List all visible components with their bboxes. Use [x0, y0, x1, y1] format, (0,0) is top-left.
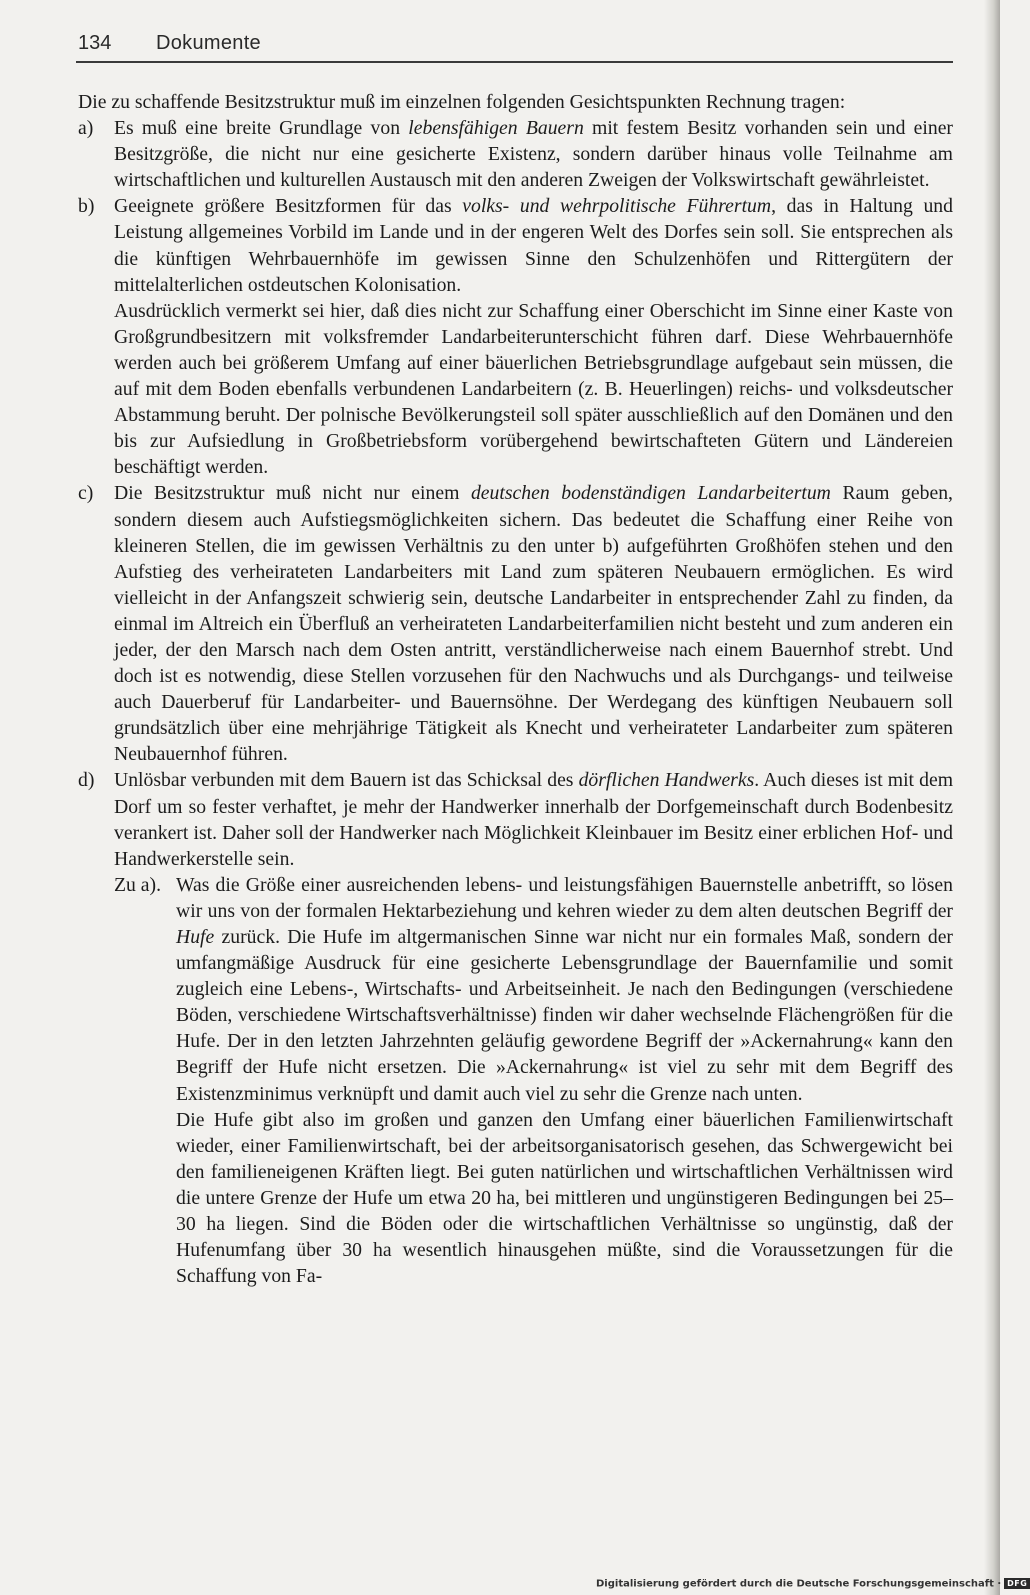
- page-number: 134: [78, 32, 112, 54]
- item-emphasis: dörflichen Handwerks: [578, 769, 755, 792]
- intro-paragraph: Die zu schaffende Besitzstruktur muß im einzelnen folgenden Gesichtspunkten Rechnung tragen:: [78, 91, 846, 113]
- digitization-credit: [596, 1578, 1030, 1590]
- item-emphasis: volks- und wehrpolitische Führertum: [462, 195, 772, 218]
- zu-a-marker: Zu a).: [114, 873, 162, 896]
- item-text: mit festem Besitz vorhanden sein und einer Besitzgröße, die nicht nur eine gesicherte Existenz, sondern darüber hinaus volle Teilnahme am wirtschaftlichen und kulturellen Austausch mit den anderen Zweigen der Volkswirtschaft gewährleistet.: [114, 117, 953, 192]
- item-text: , das in Haltung und Leistung allgemeines Vorbild im Lande und in der engeren Welt des Dorfes sein soll. Sie entsprechen als die künftigen Wehrbauernhöfe im gewissen Sinne den Schulzenhöfen und Rittergütern der mittelalterlichen ostdeutschen Kolonisation.: [114, 195, 953, 296]
- list-item-b: [78, 193, 953, 297]
- item-text: Unlösbar verbunden mit dem Bauern ist das Schicksal des: [114, 769, 579, 792]
- document-body: [78, 89, 953, 1289]
- item-text: . Auch dieses ist mit dem Dorf um so fester verhaftet, je mehr der Handwerker innerhalb der Dorfgemeinschaft durch Bodenbesitz verankert ist. Daher soll der Handwerker nach Möglichkeit Kleinbauer im Besitz einer erblichen Hof- und Handwerkerstelle sein.: [114, 769, 954, 870]
- item-emphasis: lebensfähigen Bauern: [408, 117, 584, 140]
- dfg-logo: DFG: [1004, 1578, 1030, 1589]
- item-text: Es muß eine breite Grundlage von: [114, 117, 409, 140]
- running-title: Dokumente: [156, 32, 261, 54]
- zu-a-text: Was die Größe einer ausreichenden lebens- und leistungsfähigen Bauernstelle anbetrifft, so lösen wir uns von der formalen Hektarbeziehung und kehren wieder zu dem alten deutschen Begriff der: [176, 873, 953, 922]
- item-marker: a): [78, 117, 94, 140]
- item-b-continuation: Ausdrücklich vermerkt sei hier, daß dies nicht zur Schaffung einer Oberschicht im Sinne einer Kaste von Großgrundbesitzern mit volksfremder Landarbeiterunterschicht führen darf. Diese Wehrbauernhöfe werden auch bei größerem Umfang auf einer bäuerlichen Betriebsgrundlage aufgebaut sein müssen, die auf mit dem Boden ebenfalls verbundenen Landarbeitern (z. B. Heuerlingen) reichs- und volksdeutscher Abstammung beruht. Der polnische Bevölkerungsteil soll später ausschließlich auf den Domänen und den bis zur Aufsiedlung in Großbetriebsform vorübergehend bewirtschafteten Gütern und Ländereien beschäftigt werden.: [114, 299, 953, 479]
- header-rule: [76, 61, 953, 63]
- zu-a-text: zurück. Die Hufe im altgermanischen Sinne war nicht nur ein formales Maß, sondern der umfangmäßige Ausdruck für eine gesicherte Lebensgrundlage der Bauernfamilie und somit zugleich eine Lebens-, Wirtschafts- und Arbeitseinheit. Je nach den Bedingungen (verschiedene Böden, verschiedene Wirtschaftsverhältnisse) finden wir daher wechselnde Flächengrößen für die Hufe. Der in den letzten Jahrzehnten geläufig gewordene Begriff der »Ackernahrung« kann den Begriff der Hufe nicht ersetzen. Die »Ackernahrung« ist viel zu sehr mit dem Begriff des Existenzminimus verknüpft und damit auch viel zu sehr die Grenze nach unten.: [176, 926, 953, 1105]
- item-text: Geeignete größere Besitzformen für das: [114, 195, 463, 218]
- item-marker: c): [78, 482, 94, 505]
- scan-edge-shadow: [984, 0, 1000, 1595]
- zu-a-emphasis: Hufe: [176, 926, 215, 948]
- credit-text: Digitalisierung gefördert durch die Deutsche Forschungsgemeinschaft ·: [596, 1578, 1002, 1590]
- list-item-d: [78, 767, 953, 871]
- zu-a-section: [78, 872, 953, 1107]
- running-header: [78, 30, 953, 64]
- list-item-c: [78, 480, 953, 767]
- item-emphasis: deutschen bodenständigen Landarbeitertum: [470, 482, 831, 505]
- zu-a-continuation: Die Hufe gibt also im großen und ganzen den Umfang einer bäuerlichen Familienwirtschaft wieder, einer Familienwirtschaft, bei der arbeitsorganisatorisch gesehen, das Schwergewicht bei den familieneigenen Kräften liegt. Bei guten natürlichen und wirtschaftlichen Verhältnissen wird die untere Grenze der Hufe um etwa 20 ha, bei mittleren und ungünstigeren Bedingungen bei 25–30 ha liegen. Sind die Böden oder die wirtschaftlichen Verhältnisse so ungünstig, daß der Hufenumfang über 30 ha wesentlich hinausgehen müßte, sind die Voraussetzungen für die Schaffung von Fa-: [176, 1108, 953, 1288]
- item-text: Die Besitzstruktur muß nicht nur einem: [114, 482, 471, 505]
- item-marker: b): [78, 195, 95, 218]
- item-marker: d): [78, 769, 95, 792]
- list-item-a: [78, 115, 953, 193]
- item-text: Raum geben, sondern diesem auch Aufstiegsmöglichkeiten sichern. Das bedeutet die Schaffung einer Reihe von kleineren Stellen, die im gewissen Verhältnis zu den unter b) aufgeführten Großhöfen stehen und den Aufstieg des verheirateten Landarbeiters mit Land zum späteren Neubauern ermöglichen. Es wird vielleicht in der Anfangszeit schwierig sein, deutsche Landarbeiter in entsprechender Zahl zu finden, da einmal im Altreich ein Überfluß an verheirateten Landarbeiterfamilien nicht besteht und zum anderen ein jeder, der den Marsch nach dem Osten antritt, verständlicherweise nach einem Bauernhof strebt. Und doch ist es notwendig, diese Stellen vorzusehen für den Nachwuchs und als Durchgangs- und teilweise auch Dauerberuf für Landarbeiter- und Bauernsöhne. Der Werdegang des künftigen Neubauern soll grundsätzlich über eine mehrjährige Tätigkeit als Knecht und verheirateter Landarbeiter zum späteren Neubauernhof führen.: [114, 482, 953, 766]
